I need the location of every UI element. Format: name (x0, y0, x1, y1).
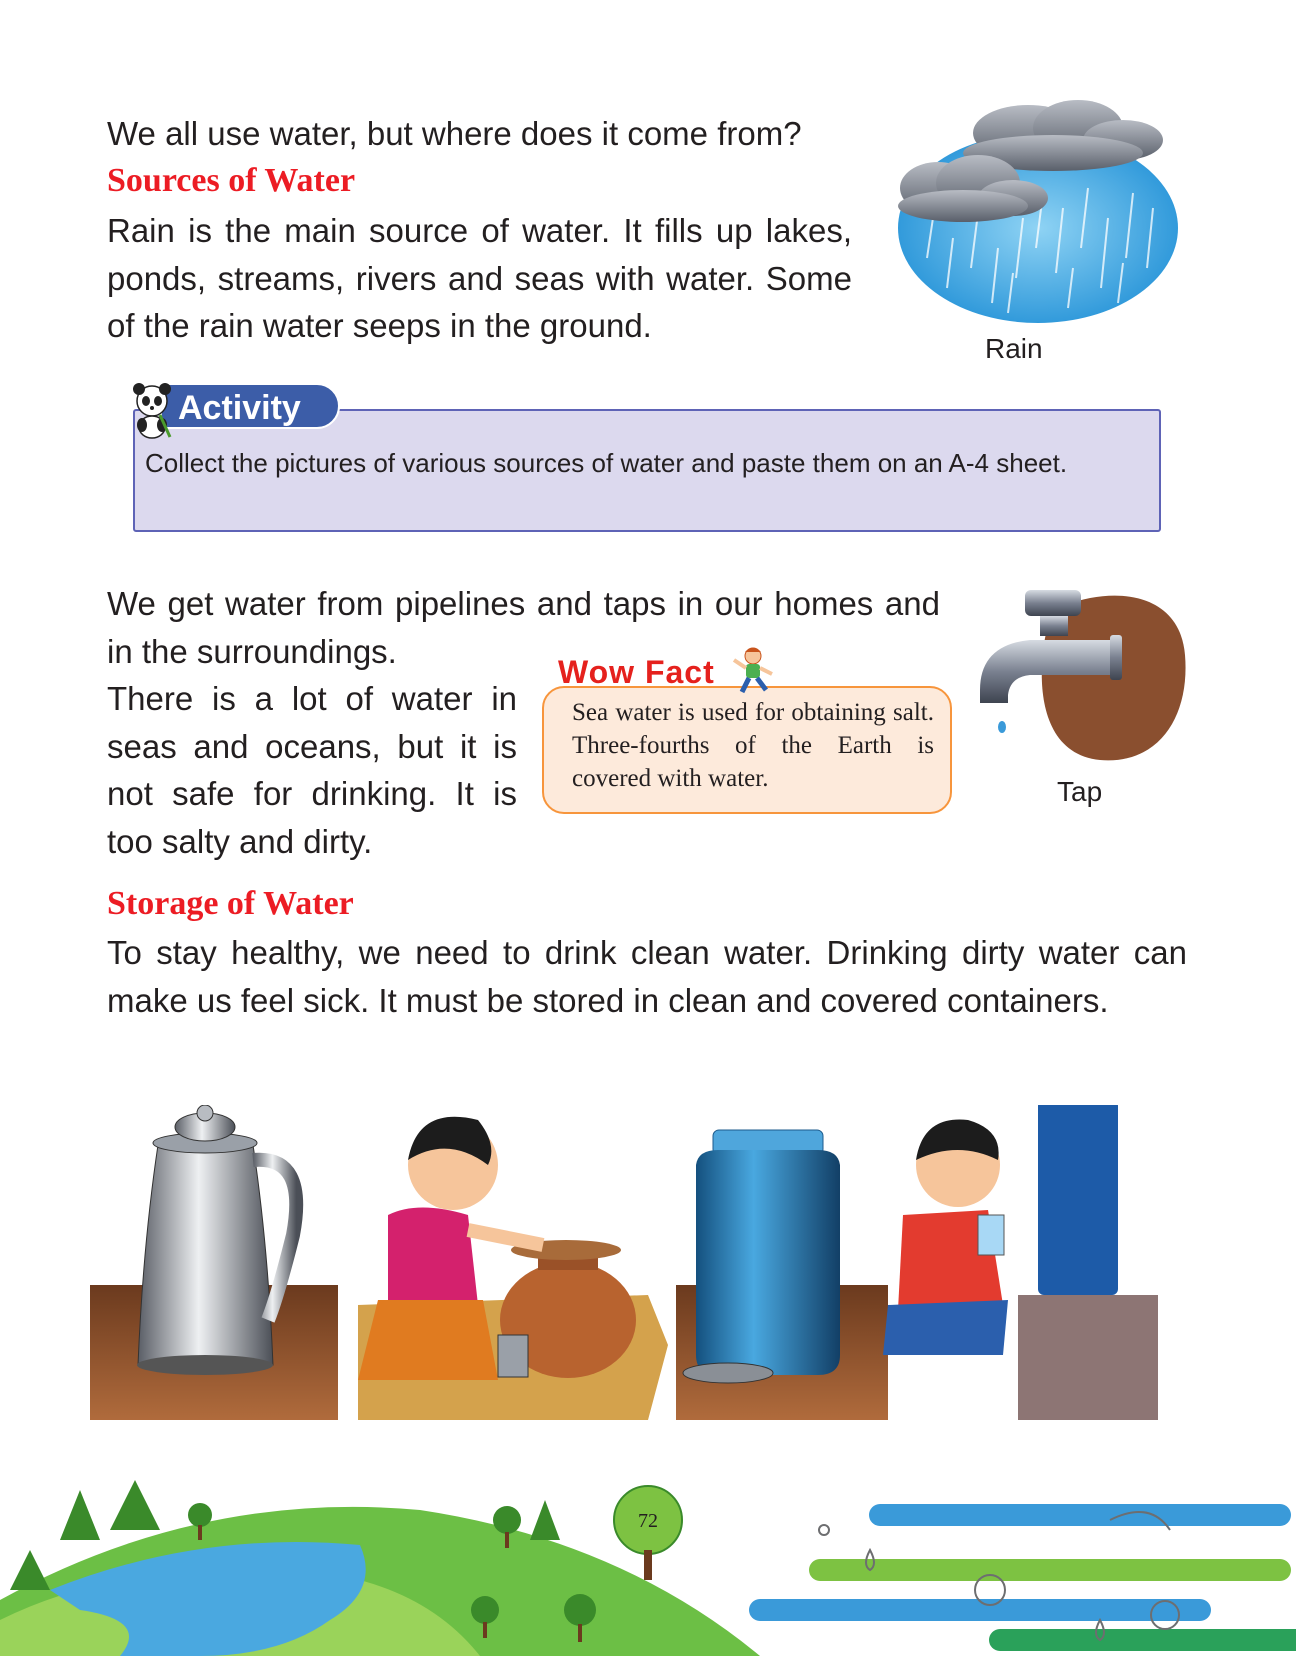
wow-fact-title: Wow Fact (558, 654, 715, 690)
pipelines-paragraph-1: We get water from pipelines and taps in our homes and in the surroundings. (107, 585, 940, 670)
activity-text: Collect the pictures of various sources of water and paste them on an A-4 sheet. (145, 448, 1068, 478)
tap-illustration (970, 585, 1190, 775)
sources-heading: Sources of Water (107, 162, 356, 199)
storage-paragraph: To stay healthy, we need to drink clean water. Drinking dirty water can make us feel sick. It must be stored in clean and covered containers. (107, 934, 1187, 1019)
footer-decoration (0, 1470, 1296, 1656)
boy-with-dispenser-picture (883, 1105, 1158, 1420)
page-number: 72 (638, 1510, 658, 1532)
girl-with-pot-picture (358, 1117, 668, 1420)
steel-jug-picture (90, 1105, 338, 1420)
wow-fact-box (542, 686, 952, 814)
storage-containers-illustration (88, 1105, 1218, 1420)
sources-paragraph: Rain is the main source of water. It fills up lakes, ponds, streams, rivers and seas with water. Some of the rain water seeps in the ground. (107, 212, 852, 344)
intro-question: We all use water, but where does it come from? (107, 115, 802, 152)
jumping-boy-icon (730, 646, 776, 696)
blue-jar-picture (676, 1130, 888, 1420)
tap-caption: Tap (1057, 776, 1103, 807)
storage-heading: Storage of Water (107, 885, 354, 922)
rain-caption: Rain (985, 333, 1043, 364)
pipelines-paragraph-2: There is a lot of water in seas and oceans, but it is not safe for drinking. It is too salty and dirty. (107, 680, 517, 860)
panda-icon (130, 383, 174, 439)
activity-label: Activity (160, 383, 340, 429)
rain-illustration (893, 98, 1183, 328)
wow-fact-text: Sea water is used for obtaining salt. Three-fourths of the Earth is covered with water. (572, 699, 934, 792)
